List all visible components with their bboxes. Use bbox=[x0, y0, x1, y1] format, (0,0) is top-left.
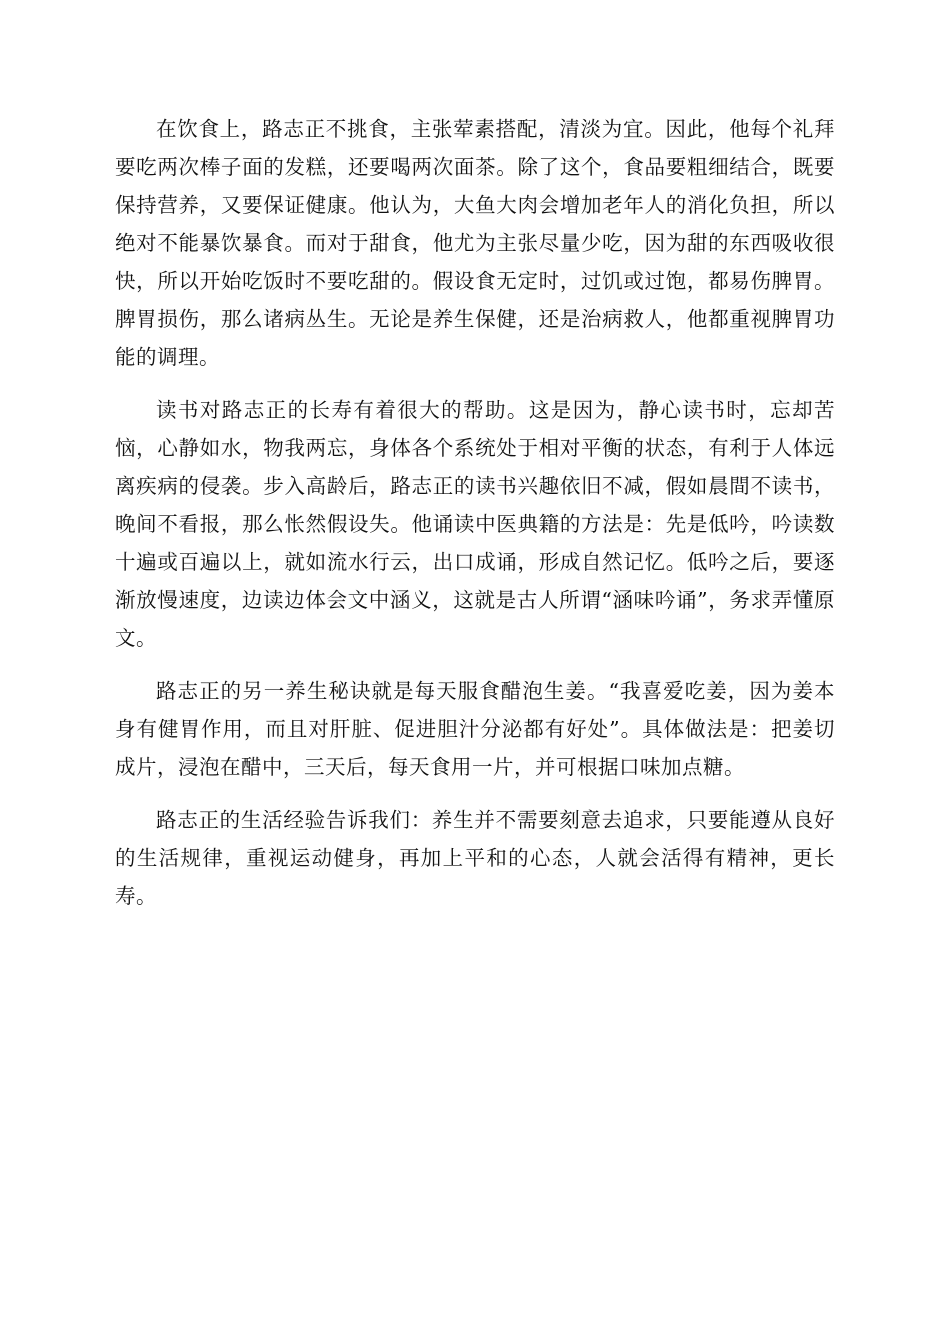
paragraph-reading: 读书对路志正的长寿有着很大的帮助。这是因为，静心读书时，忘却苦恼，心静如水，物我两忘，身体各个系统处于相对平衡的状态，有利于人体远离疾病的侵袭。步入高龄后，路志正的读书兴趣依旧不减，假如晨間不读书，晚间不看报，那么怅然假设失。他诵读中医典籍的方法是：先是低吟，吟读数十遍或百遍以上，就如流水行云，出口成诵，形成自然记忆。低吟之后，要逐渐放慢速度，边读边体会文中涵义，这就是古人所谓“涵味吟诵”，务求弄懂原文。 bbox=[115, 398, 835, 650]
paragraph-ginger: 路志正的另一养生秘诀就是每天服食醋泡生姜。“我喜爱吃姜，因为姜本身有健胃作用，而且对肝脏、促进胆汁分泌都有好处”。具体做法是：把姜切成片，浸泡在醋中，三天后，每天食用一片，并可根据口味加点糖。 bbox=[115, 679, 835, 779]
document-body bbox=[115, 110, 835, 930]
paragraph-conclusion: 路志正的生活经验告诉我们：养生并不需要刻意去追求，只要能遵从良好的生活规律，重视运动健身，再加上平和的心态，人就会活得有精神，更长寿。 bbox=[115, 808, 835, 908]
paragraph-diet: 在饮食上，路志正不挑食，主张荤素搭配，清淡为宜。因此，他每个礼拜要吃两次棒子面的发糕，还要喝两次面茶。除了这个，食品要粗细结合，既要保持营养，又要保证健康。他认为，大鱼大肉会增加老年人的消化负担，所以绝对不能暴饮暴食。而对于甜食，他尤为主张尽量少吃，因为甜的东西吸收很快，所以开始吃饭时不要吃甜的。假设食无定时，过饥或过饱，都易伤脾胃。脾胃损伤，那么诸病丛生。无论是养生保健，还是治病救人，他都重视脾胃功能的调理。 bbox=[115, 117, 835, 369]
